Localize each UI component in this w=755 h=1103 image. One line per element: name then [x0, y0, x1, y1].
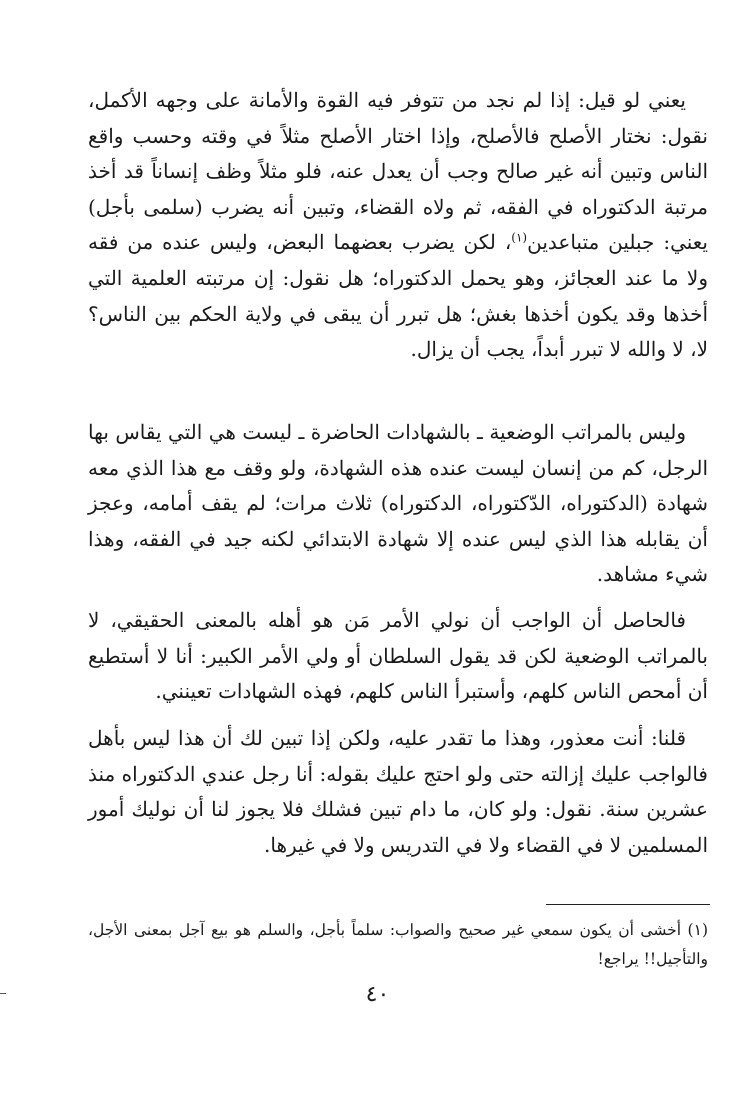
- footnote-divider: [546, 904, 710, 905]
- page-number: ٤٠: [365, 982, 390, 1007]
- paragraph-4: قلنا: أنت معذور، وهذا ما تقدر عليه، ولكن إذا تبين لك أن هذا ليس بأهل فالواجب عليك إزالته حتى ولو احتج عليك بقوله: أنا رجل عندي الدكتوراه منذ عشرين سنة. نقول: ولو كان، ما دام تبين فشلك فلا يجوز لنا أن نوليك أمور المسلمين لا في القضاء ولا في التدريس ولا في غيرها.: [88, 726, 708, 857]
- paragraph-3: فالحاصل أن الواجب أن نولي الأمر مَن هو أهله بالمعنى الحقيقي، لا بالمراتب الوضعية لكن قد يقول السلطان أو ولي الأمر الكبير: أنا لا أستطيع أن أمحص الناس كلهم، وأستبرأ الناس كلهم، فهذه الشهادات تعينني.: [88, 608, 708, 704]
- paragraph-1-text-after: ، لكن يضرب بعضهما البعض، وليس عنده من فقه ولا ما عند العجائز، وهو يحمل الدكتوراه؛ هل نقول: إن مرتبته العلمية التي أخذها وقد يكون أخذها بغش؛ هل تبرر أن يبقى في ولاية الحكم بين الناس؟ لا، لا والله لا تبرر أبداً، يجب أن يزال.: [88, 230, 708, 362]
- paragraph-1: [88, 83, 708, 368]
- paragraph-1-text-before: يعني لو قيل: إذا لم نجد من تتوفر فيه القوة والأمانة على وجهه الأكمل، نقول: نختار الأصلح فالأصلح، وإذا اختار الأصلح مثلاً في وقته وحسب واقع الناس وتبين أنه غير صالح وجب أن يعدل عنه، فلو مثلاً وظف إنساناً قد أخذ مرتبة الدكتوراه في الفقه، ثم ولاه القضاء، وتبين أنه يضرب (سلمى بأجل) يعني: جبلين متباعدين: [88, 88, 708, 255]
- paragraph-2: وليس بالمراتب الوضعية ـ بالشهادات الحاضرة ـ ليست هي التي يقاس بها الرجل، كم من إنسان ليست عنده هذه الشهادة، ولو وقف مع هذا الذي معه شهادة (الدكتوراه، الدّكتوراه، الدكتوراه) ثلاث مرات؛ لم يقف أمامه، وعجز أن يقابله هذا الذي ليس عنده إلا شهادة الابتدائي لكنه جيد في الفقه، وهذا شيء مشاهد.: [88, 420, 708, 587]
- footnote-reference-marker: (١): [511, 230, 528, 245]
- footnote: (١) أخشى أن يكون سمعي غير صحيح والصواب: سلماً بأجل، والسلم هو بيع آجل بمعنى الأجل، والتأجيل!! يراجع!: [88, 921, 708, 968]
- edge-scan-mark: [0, 993, 6, 994]
